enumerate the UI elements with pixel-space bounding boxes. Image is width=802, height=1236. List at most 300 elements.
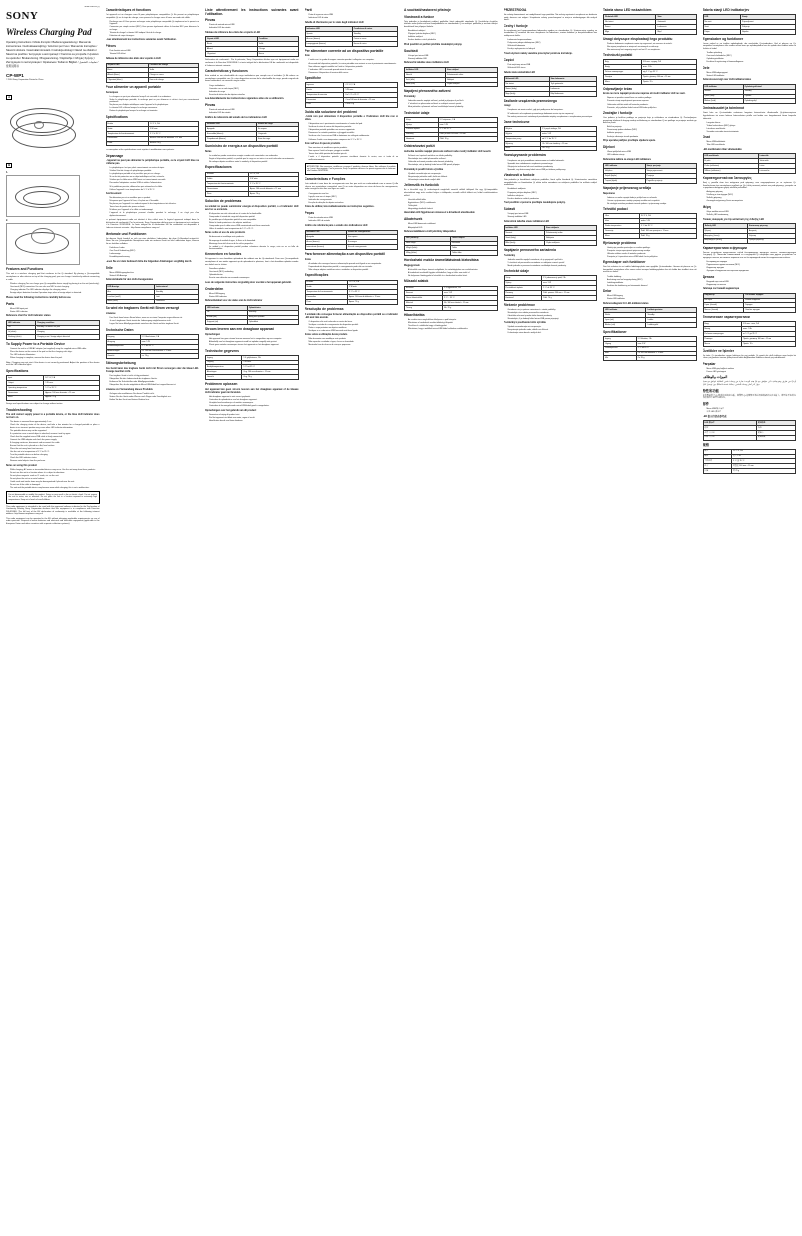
bullet-list bbox=[404, 155, 498, 167]
table-cell: Gotowość bbox=[656, 20, 696, 25]
list-item: • If a protective case or metal object is attached, remove it and try again. bbox=[10, 433, 100, 435]
table-cell: 5 W max. bbox=[242, 360, 298, 365]
list-item: • Rimuovere il dispositivo al termine della carica. bbox=[309, 72, 399, 74]
table-cell: Mass bbox=[7, 395, 44, 400]
section-heading: Egenskaber og funktioner bbox=[702, 36, 744, 41]
list-item: • Vstupný port micro-USB bbox=[508, 213, 598, 215]
section-heading: Características e Funções bbox=[304, 177, 346, 182]
table-cell: Ingång bbox=[604, 336, 637, 341]
list-item: • One-touch-forbindelse (NFC) bbox=[707, 55, 797, 57]
table-row bbox=[604, 233, 697, 238]
table-header-cell: LED-Anzeige bbox=[106, 284, 154, 289]
table-cell: Peso bbox=[206, 192, 249, 197]
list-item: • Ένδειξη LED κατάστασης bbox=[707, 214, 797, 216]
list-item: • Jednotka nemôže napájať zariadenie, ak je pripojená k počítaču. bbox=[508, 259, 598, 261]
table-cell: Nie świeci bbox=[504, 82, 549, 87]
table-cell: Масса bbox=[703, 341, 742, 346]
list-item: • Überprüfen Sie den Ladezustand des tragbaren Geräts. bbox=[110, 378, 200, 380]
subsection-heading: Hinweise bbox=[105, 313, 116, 316]
table-cell: Přibl. 70 g bbox=[438, 137, 497, 142]
list-item: • Mantenha fora do alcance de crianças pequenas. bbox=[309, 344, 399, 346]
list-item: • Le témoin LED s'allume lorsque la recharge commence. bbox=[110, 107, 200, 109]
col8-body bbox=[703, 9, 797, 474]
list-item: • Funkce detekce cizích předmětů bbox=[408, 39, 498, 41]
subsection-heading: Gráfico de referência para o estado dos indicadores LED bbox=[304, 225, 368, 228]
subsection-heading: Notas sobre a utilização deste produto bbox=[304, 334, 348, 337]
bullet-list bbox=[106, 197, 200, 217]
table-row bbox=[305, 245, 398, 250]
list-item: • Verificare lo stato di carica del dispositivo portatile. bbox=[309, 126, 399, 128]
spec-table bbox=[404, 67, 498, 88]
table-cell: Off bbox=[7, 325, 36, 330]
table-cell: max. 5 W bbox=[443, 291, 497, 296]
section-heading: Dijelovi bbox=[603, 145, 615, 150]
table-cell: Chyba nabíjania bbox=[545, 240, 597, 245]
table-cell: Tryb gotowości bbox=[549, 82, 596, 87]
spec-table bbox=[703, 14, 797, 35]
table-cell: Allumé (blanc) bbox=[106, 73, 148, 78]
bullet-list bbox=[106, 317, 200, 326]
subsection-heading: Opmerkingen bbox=[205, 334, 221, 337]
list-item: • Afhankelijk van het draagbare apparaat wordt het opladen mogelijk niet gestart. bbox=[209, 341, 299, 343]
section-heading: Parts bbox=[6, 301, 15, 306]
col4-body bbox=[305, 9, 399, 347]
figure-a-illustration bbox=[6, 104, 86, 150]
table-cell: Wejście bbox=[504, 127, 541, 132]
list-item: • Indikátor nabíjení bbox=[408, 36, 498, 38]
list-item: • Výrobok nerozoberajte ani neupravujte. bbox=[508, 326, 598, 328]
table-cell: 5 °C à 35 °C bbox=[148, 131, 198, 136]
list-item: • The LED indicator illuminates. bbox=[10, 354, 100, 356]
table-cell: Dimensiones bbox=[206, 187, 249, 192]
section-heading: Suministro de energía a un dispositivo portátil bbox=[205, 144, 278, 149]
table-cell: Прибл. 70 г bbox=[742, 341, 796, 346]
table-cell: Wymiary bbox=[504, 141, 541, 146]
table-row bbox=[504, 146, 597, 151]
table-cell: 5 V prądu stałego, 2 A bbox=[541, 127, 597, 132]
section-heading: Zasilanie urządzenia przenośnego bbox=[503, 98, 557, 103]
spec-table bbox=[305, 280, 399, 305]
list-item: • Zerlegen oder modifizieren Sie dieses Produkt nicht. bbox=[110, 393, 200, 395]
list-item: • Sprawdź, czy dostarczony kabel micro-USB jest dobrze podłączony. bbox=[508, 169, 598, 171]
list-item: • One-touch (NFC) verbinding bbox=[209, 271, 299, 273]
table-cell: 5 W max. bbox=[344, 88, 398, 93]
table-cell: Üzemi hőmérséklet bbox=[405, 296, 443, 301]
column-1 bbox=[6, 6, 100, 1230]
list-item: • Demonteer of wijzig dit product niet. bbox=[209, 414, 299, 416]
subsection-heading: Note sull'uso di questo prodotto bbox=[304, 143, 341, 146]
list-item: • Ligação com um só toque (NFC) bbox=[309, 196, 399, 198]
subsection-heading: Please read the following instructions carefully before use. bbox=[6, 296, 72, 299]
table-cell: Kb. 100 mm átmérő × 11 mm bbox=[443, 301, 497, 306]
table-header-cell: Indicador LED bbox=[206, 122, 257, 127]
table-header-cell: Condizione di carica bbox=[352, 27, 397, 32]
list-item: • Uchovávajte mimo dosahu malých detí. bbox=[508, 332, 598, 334]
table-cell: Släckt bbox=[604, 313, 646, 318]
section-heading: 规格 bbox=[702, 442, 710, 447]
subsection-heading: Před použitím si pečlivě přečtěte následující pokyny. bbox=[404, 43, 463, 46]
table-cell: 5 W max. bbox=[148, 126, 198, 131]
list-item: • Indicador de carregamento bbox=[309, 199, 399, 201]
table-cell: 5 V egyenáram, 2 A bbox=[443, 286, 497, 291]
list-item: • Retire la funda protectora o los objetos metálicos. bbox=[209, 222, 299, 224]
list-item: • Puerto de entrada micro-USB bbox=[209, 109, 299, 111]
table-row bbox=[106, 141, 199, 146]
list-item: • Connect the unit to a USB AC adaptor (not supplied) using the supplied micro-USB cable. bbox=[10, 348, 100, 350]
bullet-list bbox=[106, 96, 200, 113]
table-row bbox=[703, 99, 796, 104]
bullet-list bbox=[106, 167, 200, 191]
table-cell: Dimensions bbox=[7, 390, 44, 395]
list-item: • Zkontrolujte, zda je dodaný kabel micro-USB pevně připojen. bbox=[408, 164, 498, 166]
table-cell: Aus bbox=[106, 289, 154, 294]
list-item: • Wskaźnik LED stanu bbox=[508, 67, 598, 69]
list-item: • Não desmonte nem modifique este produto. bbox=[309, 338, 399, 340]
table-cell: DC 5 V, 2 A bbox=[44, 376, 99, 381]
table-row bbox=[703, 341, 796, 346]
subsection-heading: Uwagi bbox=[503, 105, 511, 108]
bullet-list bbox=[6, 469, 100, 490]
section-heading: Problemen oplossen bbox=[205, 382, 238, 387]
table-cell: ca. 70 g bbox=[140, 354, 198, 359]
table-cell: 5 V gelijkstroom, 2 A bbox=[242, 355, 298, 360]
spec-table bbox=[603, 59, 697, 84]
bullet-list bbox=[504, 188, 598, 200]
table-cell: Világít (fehér) bbox=[405, 246, 451, 251]
list-item: • Houd buiten bereik van kleine kinderen. bbox=[209, 420, 299, 422]
list-item: • L'unità e il dispositivo portatile possono riscaldarsi durante la carica; non si tratta di un malfunzionamento. bbox=[309, 156, 399, 161]
table-cell: 工作温度 bbox=[703, 459, 731, 464]
table-cell: Utripa bbox=[703, 29, 740, 34]
table-header-cell: Lataustila bbox=[758, 154, 795, 159]
subsection-heading: Prije uporabe pažljivo pročitajte sljedeće upute. bbox=[603, 140, 656, 143]
table-header-cell: Estado de carga bbox=[257, 122, 298, 127]
table-cell: Ausgang bbox=[106, 339, 140, 344]
list-item: • Draadloos opladen bbox=[209, 268, 299, 270]
table-row bbox=[106, 299, 199, 304]
list-item: • A unidade não consegue fornecer alimentação quando está ligada a um computador. bbox=[309, 263, 399, 265]
table-cell: Gewicht bbox=[106, 354, 140, 359]
spec-table bbox=[603, 14, 697, 35]
subsection-heading: Poznámky k používaniu tohto výrobku bbox=[503, 322, 546, 325]
list-item: • N'exposez pas l'appareil à l'eau, à la pluie ou à l'humidité. bbox=[110, 200, 200, 202]
table-cell: Не горит bbox=[703, 298, 744, 303]
table-cell: 5 °C tot 35 °C bbox=[242, 365, 298, 370]
list-item: • Функция обнаружения посторонних предметов bbox=[707, 270, 797, 272]
list-item: • V závislosti na přenosném zařízení se nabíjení nemusí spustit. bbox=[408, 103, 498, 105]
col7-body bbox=[603, 9, 697, 361]
list-item: • Raccordez l'adaptateur secteur USB et vérifiez l'alimentation. bbox=[110, 182, 200, 184]
list-item: • Carregamento sem fios bbox=[309, 193, 399, 195]
subsection-heading: L'appareil ne peut pas alimenter le périphérique portable, ou le voyant LED bleu ne s'allume pas. bbox=[105, 160, 199, 166]
table-cell: 5 W max. bbox=[44, 381, 99, 386]
table-cell: Température de fonctionnement bbox=[106, 131, 148, 136]
bullet-list bbox=[703, 211, 797, 216]
table-cell: Errore di carica bbox=[352, 41, 397, 46]
list-item: • Langaton lataus bbox=[707, 122, 797, 124]
subsection-heading: Tableau de référence des états des voyants à LED bbox=[205, 31, 261, 34]
body-paragraph: Bei diesem Gerät handelt es sich um eine drahtlose Ladestation, die dem Qi-Standard entspricht. Wenn Sie ein Qi-kompatibles Smartphone oder ein anderes Gerät auf die Ladestation legen, können Sie es drahtlos aufladen. bbox=[105, 237, 199, 245]
table-cell: Dimenzije bbox=[604, 228, 640, 233]
list-item: • Conexión con un solo toque (NFC) bbox=[209, 88, 299, 90]
list-item: • Micro-USB-indgangsport bbox=[707, 72, 797, 74]
subsection-heading: Tabela stanu wskaźnika LED bbox=[503, 71, 536, 74]
table-cell: Nesvieti bbox=[504, 231, 545, 236]
col3-body bbox=[205, 9, 299, 422]
subsection-heading: Referenčná tabuľka stavu indikátora LED bbox=[503, 220, 550, 223]
subsection-heading: LED 指示灯状态参考表 bbox=[702, 415, 727, 418]
table-header-cell: 充电状态 bbox=[756, 421, 795, 426]
list-item: • Egyérintéses (NFC) csatlakozás bbox=[408, 202, 498, 204]
list-item: • Durum LED göstergesi bbox=[707, 371, 797, 373]
list-item: • Индикатор состояния bbox=[707, 284, 797, 286]
table-cell: Environ 70 g bbox=[148, 141, 198, 146]
list-item: • Provjerite je li isporučeni micro-USB kabel čvrsto priključen. bbox=[607, 256, 697, 258]
bullet-list bbox=[305, 338, 399, 347]
table-cell: Ładowanie bbox=[549, 86, 596, 91]
subsection-heading: Lees de volgende instructies zorgvuldig door voordat u het apparaat gebruikt. bbox=[205, 281, 292, 284]
list-item: • Drahtloses Laden bbox=[110, 247, 200, 249]
table-cell: Rozmery bbox=[504, 290, 542, 295]
list-item: • A seconda del dispositivo portatile, la carica potrebbe non avviarsi se non è posizionato correttamente. bbox=[309, 63, 399, 65]
list-item: • Nevystavujte jednotku vode, dažďu ani vlhkosti. bbox=[508, 329, 598, 331]
table-row bbox=[405, 82, 498, 87]
section-heading: الميزات والوظائف bbox=[702, 375, 728, 380]
subsection-heading: Referenční tabulka stavu indikátoru LED bbox=[404, 62, 449, 65]
table-cell: Oplaadfout bbox=[247, 320, 298, 325]
table-cell: Input bbox=[7, 376, 44, 381]
table-cell: Apagado bbox=[305, 235, 347, 240]
table-cell: Charging bbox=[35, 330, 99, 335]
figure-b bbox=[6, 153, 100, 265]
table-cell: Lyser (hvid) bbox=[703, 94, 743, 99]
table-cell: Standby / no device on pad bbox=[35, 325, 99, 330]
body-paragraph: To urządzenie jest bezprzewodową ładowarką zgodną ze standardem Qi. Umieszczając zgodny ze standardem Qi smartfon lub inne urządzenie na ładowarce, można ładować je bezprzewodowo bez podłączania kabla. bbox=[503, 29, 597, 38]
bullet-list bbox=[504, 160, 598, 172]
list-item: • L'appareil et le périphérique peuvent chauffer pendant la recharge; il ne s'agit pas d'un dysfonctionnement. bbox=[110, 212, 200, 217]
section-heading: Alkatrészek bbox=[404, 217, 423, 222]
section-heading: Özellikler ve İşlevler bbox=[702, 348, 735, 353]
table-cell: Carica in corso bbox=[352, 36, 397, 41]
table-cell: A carregar bbox=[347, 240, 398, 245]
spec-table bbox=[504, 76, 598, 97]
table-cell: 5 °C až 35 °C bbox=[542, 286, 597, 291]
list-item: • Micro-USB 输入端口 bbox=[707, 408, 797, 410]
table-cell: Drifttemperatur bbox=[604, 346, 637, 351]
list-item: • Remove metal objects from the pad area. bbox=[10, 460, 100, 462]
page-title: Wireless Charging Pad bbox=[6, 27, 92, 37]
table-cell: Ulaz bbox=[604, 214, 640, 219]
table-cell: Erreur bbox=[257, 52, 298, 57]
table-row bbox=[305, 300, 398, 305]
spec-table bbox=[504, 275, 598, 300]
list-item: • Legen Sie keine Metallgegenstände zwischen das Gerät und das tragbare Gerät. bbox=[110, 323, 200, 325]
table-cell: 5 °C 至 35 °C bbox=[731, 459, 795, 464]
list-item: • Halten Sie das Gerät von kleinen Kindern fern. bbox=[110, 399, 200, 401]
table-cell: Svítí (bílá) bbox=[405, 77, 446, 82]
table-cell: Bliká (bílá) bbox=[405, 82, 446, 87]
table-header-cell: Stav nabíjania bbox=[545, 226, 597, 231]
list-item: • Távolítsa el a védőtokot vagy a fémtárgyakat. bbox=[408, 325, 498, 327]
subsection-heading: Enota ne more napajati prenosne naprave ali modri indikator LED ne sveti. bbox=[603, 93, 686, 96]
table-cell: Temperatura de funcionamiento bbox=[206, 182, 249, 187]
table-cell: Vilkkuu (valkoinen) bbox=[703, 169, 758, 174]
section-heading: Dépannage bbox=[105, 153, 124, 158]
list-item: • Wskaźnik ładowania bbox=[508, 45, 598, 47]
bullet-list bbox=[504, 326, 598, 335]
table-header-cell: Voyant à LED bbox=[206, 37, 258, 42]
subsection-heading: Notas bbox=[205, 150, 212, 153]
table-header-cell: LED-indikator bbox=[604, 308, 646, 313]
table-cell: Intermitente (branco) bbox=[305, 245, 347, 250]
table-row bbox=[206, 137, 299, 142]
table-cell: Uit bbox=[206, 310, 248, 315]
list-item: • One-touch (NFC) connection You can also use NFC to start charging. bbox=[10, 286, 100, 288]
section-heading: Guida alla soluzione dei problemi bbox=[304, 109, 357, 114]
table-cell: Aprox. 100 mm de diâmetro × 11 mm bbox=[348, 295, 398, 300]
body-paragraph: Bu ünite, Qi standardına uygun kablosuz bir şarj pedidir. Qi uyumlu bir akıllı telefonu veya başka bir cihazı şarj pedinin üzerine yerleştirerek kablo bağlamadan kablosuz olarak şarj edebilirsiniz. bbox=[702, 354, 796, 360]
section-heading: Pour alimenter un appareil portable bbox=[105, 85, 162, 90]
list-item: • Ellenőrizze a hordozható eszköz töltöttségi állapotát. bbox=[408, 322, 498, 324]
spec-table bbox=[703, 321, 797, 346]
subsection-heading: Notes on using this product bbox=[6, 464, 37, 467]
table-cell: Ne sveti bbox=[703, 20, 740, 25]
table-cell: Prevádzková teplota bbox=[504, 286, 542, 291]
subsection-heading: La unidad no puede suministrar energía al dispositivo portátil, o el indicador LED azul no se enciende. bbox=[205, 205, 299, 211]
list-item: • Status-LED-indikator bbox=[707, 75, 797, 77]
table-cell: 5 °C až 35 °C bbox=[438, 127, 497, 132]
table-cell: Ingresso bbox=[305, 83, 344, 88]
table-cell: Lädt bbox=[154, 294, 198, 299]
list-item: • Tilan LED-merkkivalo bbox=[707, 144, 797, 146]
list-item: • Micro-USB-ingång bbox=[607, 295, 697, 297]
list-item: • Retirez le périphérique lorsque la recharge est terminée. bbox=[110, 110, 200, 112]
subsection-heading: Referenciatáblázat a LED jelzőfény állapotához bbox=[404, 231, 456, 234]
section-heading: 特性和功能 bbox=[702, 388, 719, 393]
list-item: • Si un étui de protection ou un objet métallique est fixé, retirez-le. bbox=[110, 176, 200, 178]
bullet-list bbox=[106, 21, 200, 37]
section-heading: Merkmale und Funktionen bbox=[105, 231, 147, 236]
subsection-heading: Referentietabel voor de status van de LED-indicator bbox=[205, 300, 263, 303]
table-cell: Прибл. 70 г bbox=[641, 79, 696, 84]
copyright-line: © 2016 Sony Corporation Printed in China bbox=[6, 79, 44, 82]
subsection-heading: Megjegyzések bbox=[404, 264, 420, 267]
list-item: • Vezeték nélküli töltés bbox=[408, 199, 498, 201]
section-heading: Störungsbehebung bbox=[105, 361, 136, 366]
list-item: • Nevystavujte jednotku vodě, dešti ani vlhkosti. bbox=[408, 176, 498, 178]
list-item: • Selon le périphérique portable, la recharge peut ne pas démarrer si celui-ci n'est pas correctement positionné. bbox=[110, 99, 200, 104]
list-item: • Funkcia detekcie cudzích predmetov bbox=[508, 198, 598, 200]
table-cell: макс. 5 Вт bbox=[742, 327, 796, 332]
section-heading: Features and Functions bbox=[6, 267, 44, 272]
list-item: • Jednotka nemůže napájet zařízení, pokud je připojena k počítači. bbox=[408, 100, 498, 102]
table-cell: Вход bbox=[703, 322, 742, 327]
list-item: • Puerto de entrada micro-USB bbox=[209, 24, 299, 26]
list-item: • Nie należy umieszczać metalowych przedmiotów między urządzeniem a urządzeniem przenośnym. bbox=[508, 116, 598, 118]
figure-b-step1-illustration bbox=[6, 175, 80, 217]
list-item: • Stavový indikátor LED bbox=[408, 58, 498, 60]
section-heading: Teile bbox=[105, 265, 113, 270]
list-item: • Le chargeur ne peut pas alimenter lorsqu'il est raccordé à un ordinateur. bbox=[110, 96, 200, 98]
figure-a bbox=[6, 85, 100, 150]
table-cell: Encendido (blanco) bbox=[206, 132, 257, 137]
table-cell: maks. 5 W bbox=[639, 219, 696, 224]
table-cell: Режим ожидания bbox=[744, 298, 796, 303]
table-cell: Operating temperature bbox=[7, 385, 44, 390]
table-cell: Ong. 70 g bbox=[242, 375, 298, 380]
table-cell: Aprox. 70 g bbox=[248, 192, 298, 197]
list-item: • Micro-USB-Eingangsbuchse bbox=[110, 272, 200, 274]
body-paragraph: Déclaration de conformité : Par la présente, Sony Corporation déclare que cet équipement radio est conforme à la Directive 2014/53/UE. Le texte intégral de la déclaration UE de conformité est disponible à l'adresse internet suivante. bbox=[205, 59, 299, 67]
section-heading: Technische Daten bbox=[105, 327, 134, 332]
table-header-cell: Ladezustand bbox=[154, 284, 198, 289]
bullet-list bbox=[205, 236, 299, 250]
table-cell: max. 5 W bbox=[542, 281, 597, 286]
table-header-cell: Stan bbox=[656, 15, 696, 20]
bullet-list bbox=[603, 197, 697, 206]
section-heading: Jellemzők és funkciók bbox=[404, 183, 439, 188]
section-heading: So wird ein tragbares Gerät mit Strom versorgt bbox=[105, 306, 179, 311]
list-item: • When charging is complete, remove the device from the pad. bbox=[10, 357, 100, 359]
section-heading: Značajke i funkcije bbox=[603, 110, 633, 115]
list-item: • While charging, AC mains or transmitted devices may occur. Use the unit away from these products. bbox=[10, 469, 100, 471]
table-cell: Environ 100 mm de diamètre × 11 mm bbox=[148, 136, 198, 141]
table-cell: ca. 100 mm Durchmesser × 11 mm bbox=[140, 349, 198, 354]
list-item: • Dependendo do dispositivo portátil, o carregamento pode não ser iniciado. bbox=[309, 266, 399, 268]
table-cell: Knippert (wit) bbox=[206, 320, 248, 325]
spec-table bbox=[205, 172, 299, 197]
table-cell: 充电中 bbox=[756, 430, 795, 435]
table-cell: CC 5 V, 2 A bbox=[348, 280, 398, 285]
list-item: • No desmonte ni modifique este producto. bbox=[209, 236, 299, 238]
subsection-heading: Tableau de référence des états des voyants à LED bbox=[105, 58, 161, 61]
list-item: • Pripojenie jedným dotykom (NFC) bbox=[508, 192, 598, 194]
table-cell: Clignotant (blanc) bbox=[106, 78, 148, 83]
spec-table bbox=[404, 236, 498, 257]
column-container bbox=[6, 6, 796, 1230]
section-heading: PRZESTROGA bbox=[503, 8, 527, 12]
table-cell: DC 5 V, 2 A bbox=[639, 214, 696, 219]
list-item: • Je nach tragbarem Gerät startet der Ladevorgang möglicherweise nicht. bbox=[110, 320, 200, 322]
list-item: • Check that the supplied micro-USB cable is firmly connected. bbox=[10, 436, 100, 438]
list-item: • Détection de corps étrangers bbox=[110, 35, 200, 37]
bullet-list bbox=[603, 276, 697, 288]
list-item: • Port d'entrée micro-USB bbox=[110, 50, 200, 52]
list-item: • Foreign object detection function Operation stops when a foreign object is detected. bbox=[10, 292, 100, 294]
bullet-list bbox=[504, 309, 598, 321]
table-cell: Peso bbox=[305, 102, 344, 107]
bullet-list bbox=[703, 72, 797, 77]
section-heading: Műszaki adatok bbox=[404, 279, 429, 284]
list-item: • Vérifiez que le câble micro-USB fourni est correctement raccordé. bbox=[110, 179, 200, 181]
list-item: • The unit and the portable device may become warm while charging; this is not a malfunction. bbox=[10, 487, 100, 489]
bullet-list bbox=[106, 247, 200, 259]
table-cell: Chyba nabíjení bbox=[446, 82, 497, 87]
table-cell: Parpadeando (blanco) bbox=[206, 137, 257, 142]
table-cell: Uscita bbox=[305, 88, 344, 93]
list-item: • Skontrolujte, či je dodaný kábel micro-USB pevne pripojený. bbox=[508, 318, 598, 320]
table-cell: Standby bbox=[352, 32, 397, 37]
subsection-heading: Таблица состояний индикатора bbox=[702, 288, 740, 291]
list-item: • Compruebe el estado de carga del dispositivo portátil. bbox=[209, 216, 299, 218]
bullet-list bbox=[703, 368, 797, 373]
table-cell: Svijetli (bijelo) bbox=[604, 174, 646, 179]
col2-body bbox=[106, 9, 200, 401]
table-cell: Pribl. 70 g bbox=[639, 233, 696, 238]
bullet-list bbox=[305, 59, 399, 74]
list-item: • Funkcja wykrywania ciał obcych bbox=[508, 48, 598, 50]
table-cell: Méretek bbox=[405, 301, 443, 306]
